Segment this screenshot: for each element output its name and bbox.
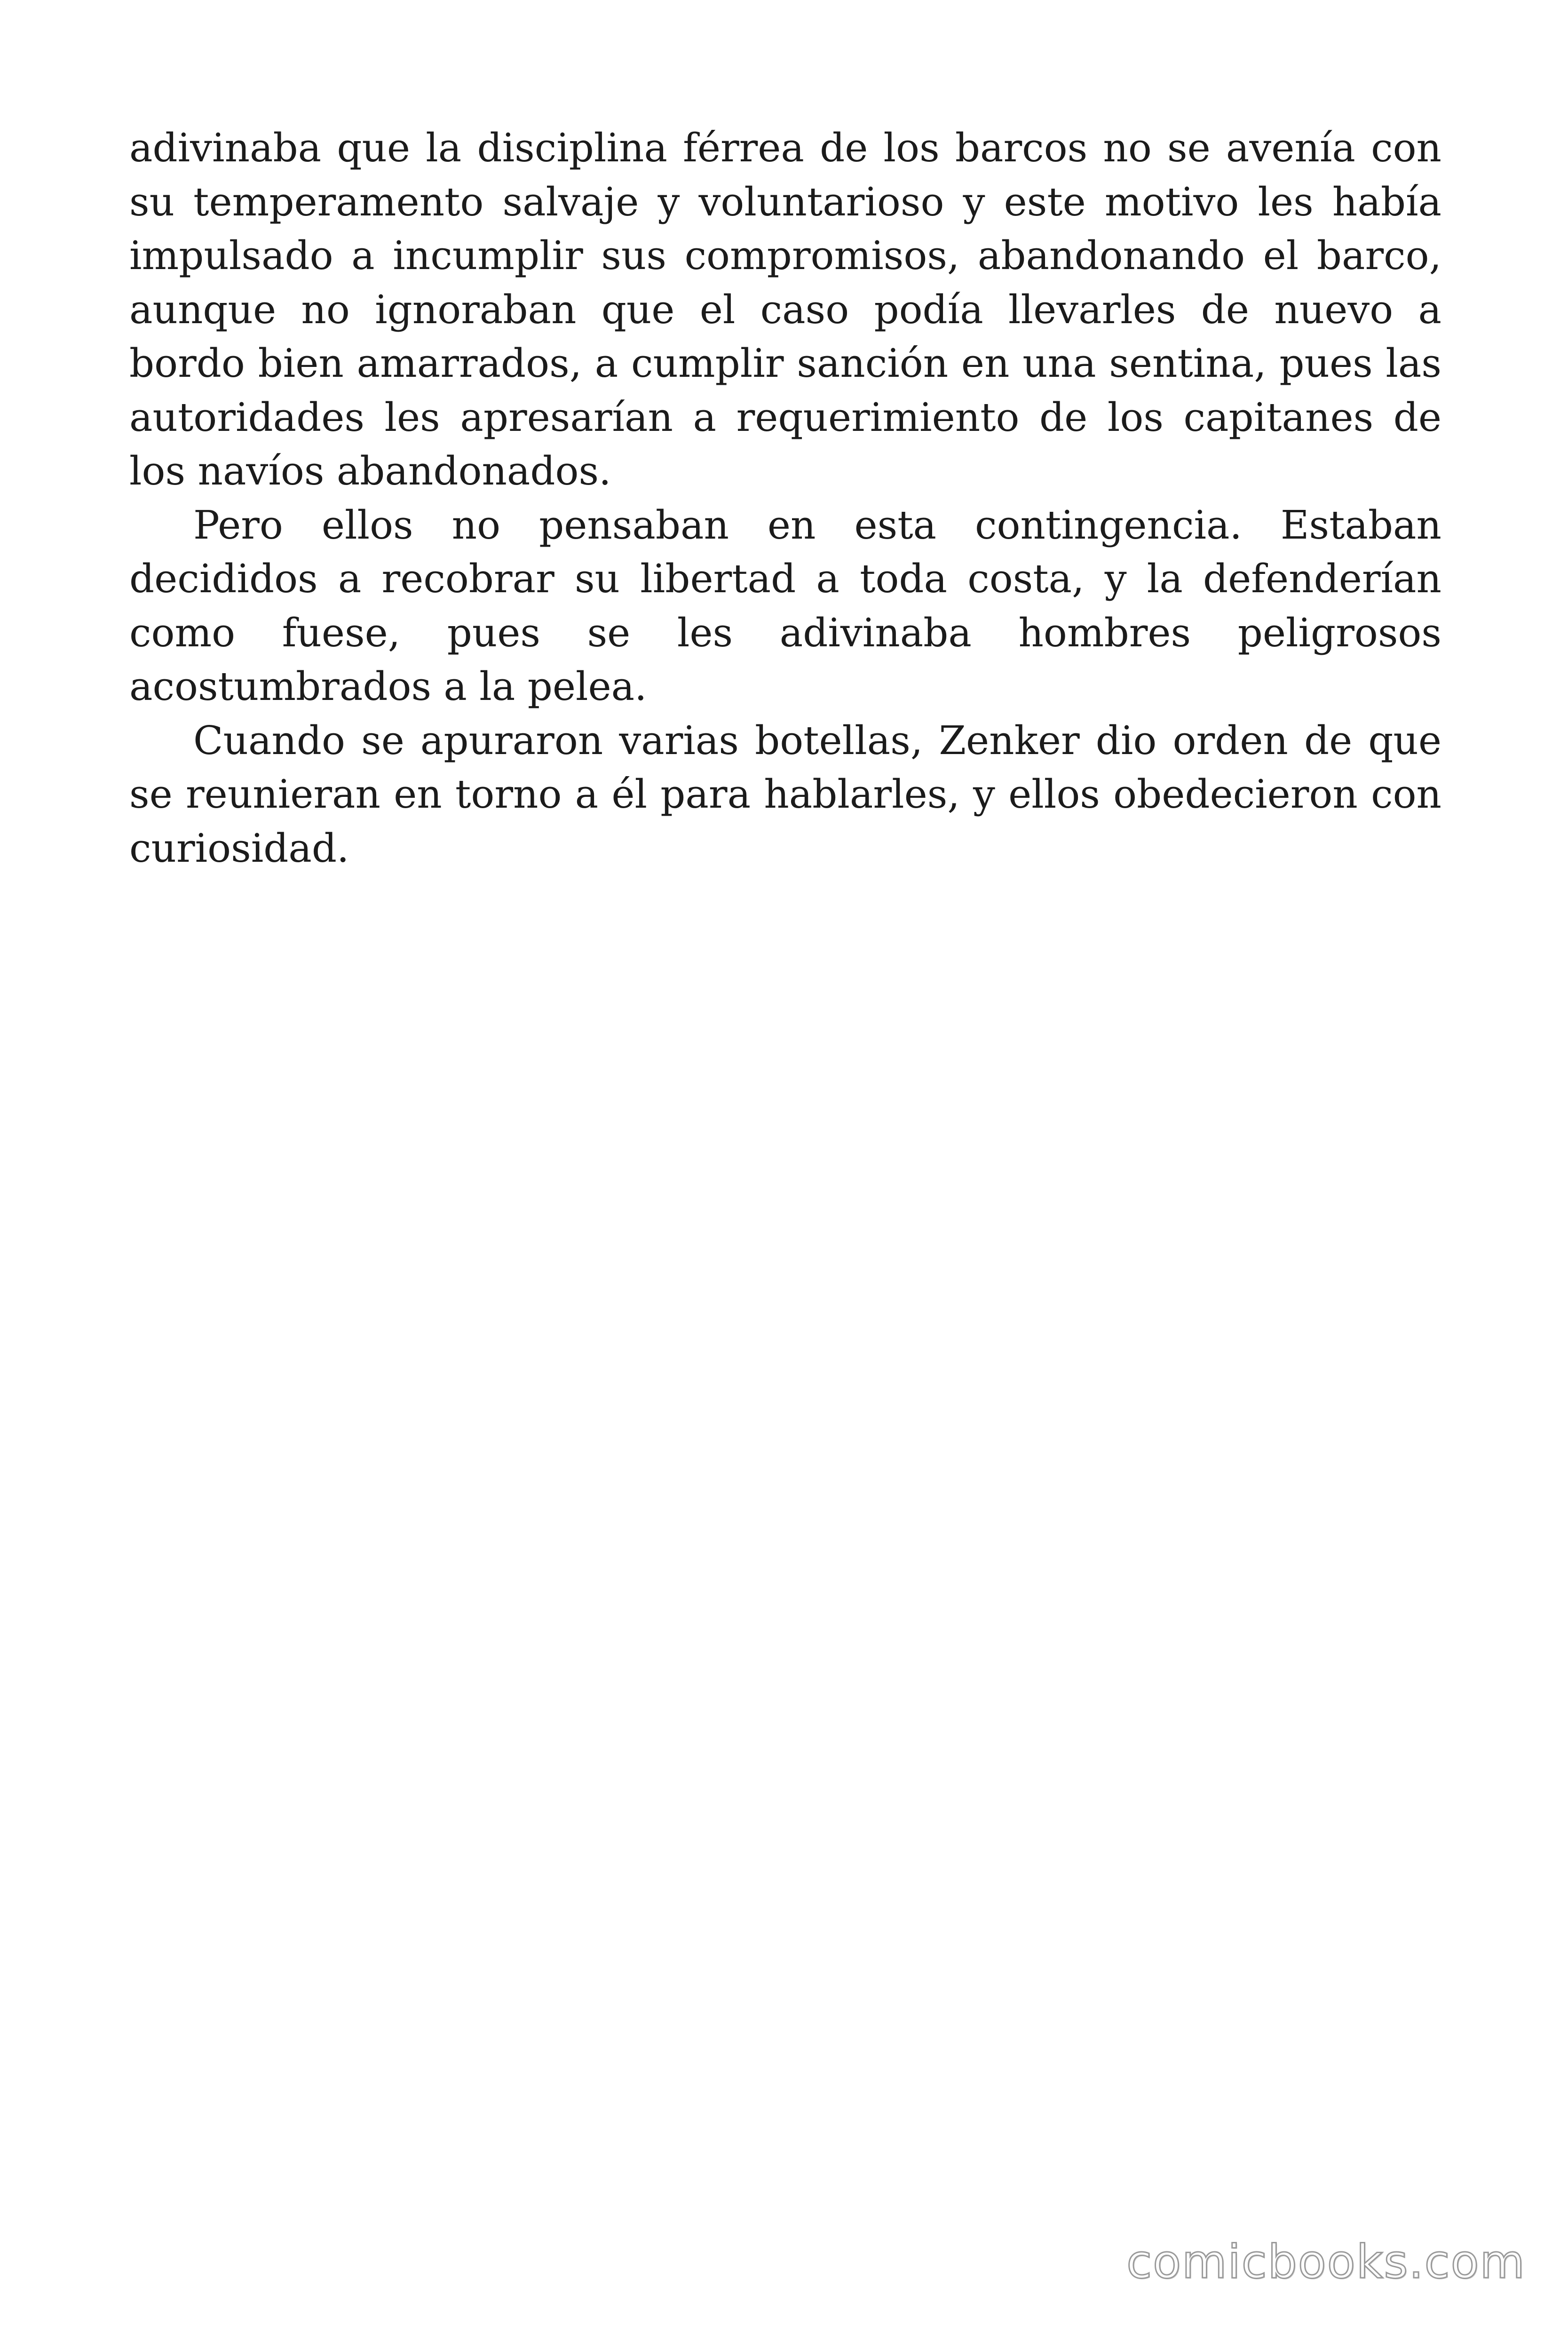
watermark: comicbooks.com bbox=[1126, 2235, 1526, 2289]
paragraph-continued: adivinaba que la disciplina férrea de los barcos no se avenía con su temperamento salvaje y voluntarioso y este motivo les había impulsado a incumplir sus compromisos, abandonando el barco, aunque no ignoraban que el caso podía llevarles de nuevo a bordo bien amarrados, a cumplir sanción en una sentina, pues las autoridades les apresarían a requerimiento de los capitanes de los navíos abandonados. bbox=[129, 125, 1441, 494]
paragraph: Pero ellos no pensaban en esta contingencia. Estaban decididos a recobrar su libertad a toda costa, y la defenderían como fuese, pues se les adivinaba hombres peligrosos acostumbrados a la pelea. bbox=[129, 502, 1441, 709]
body-text bbox=[129, 121, 1441, 875]
paragraph: Cuando se apuraron varias botellas, Zenker dio orden de que se reunieran en torno a él para hablarles, y ellos obedecieron con curiosidad. bbox=[129, 717, 1441, 871]
